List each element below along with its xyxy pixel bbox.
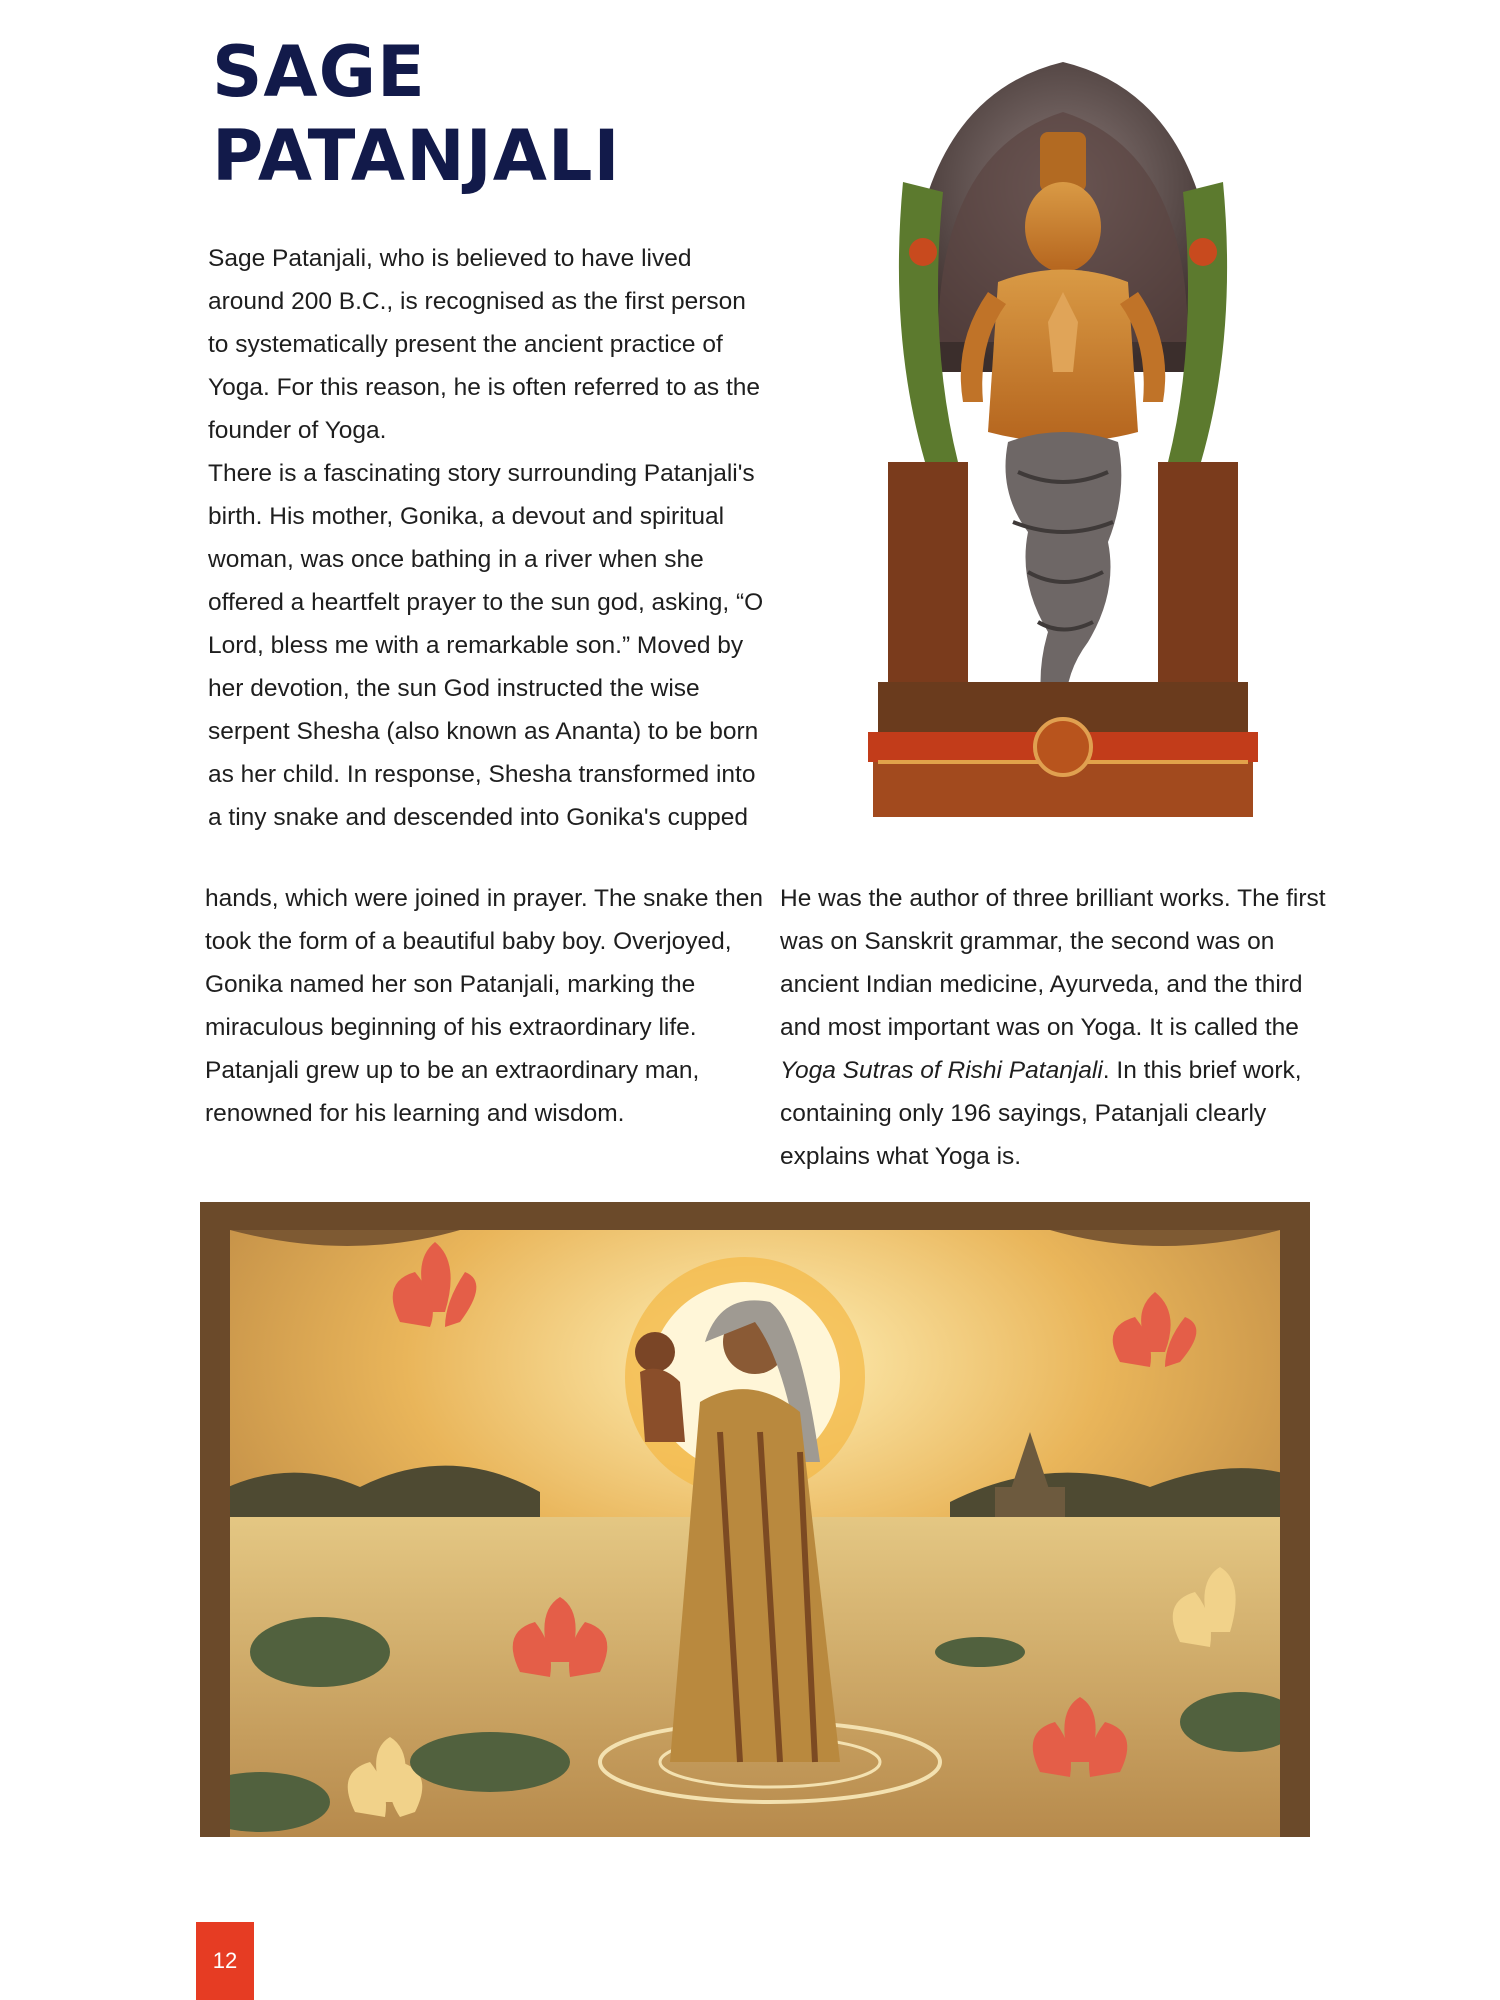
gonika-river-illustration [200,1202,1310,1837]
right-column [780,877,1340,1178]
left-column-upper [208,237,768,839]
paragraph-birth-story: There is a fascinating story surrounding Patanjali's birth. His mother, Gonika, a devout and spiritual woman, was once bathing in a river when she offered a heartfelt prayer to the sun god, asking, “O Lord, bless me with a remarkable son.” Moved by her devotion, the sun God instructed the wise serpent Shesha (also known as Ananta) to be born as her child. In response, Shesha transformed into a tiny snake and descended into Gonika's cupped [208,460,764,831]
page-number-badge: 12 [196,1922,254,2000]
patanjali-statue-image [868,42,1258,830]
paragraph-intro: Sage Patanjali, who is believed to have lived around 200 B.C., is recognised as the first person to systematically present the ancient practice of Yoga. For this reason, he is often referred to as the founder of Yoga. [208,245,761,444]
left-column-lower [205,877,765,1135]
yoga-sutras-title: Yoga Sutras of Rishi Patanjali [780,1057,1103,1084]
works-text-start: He was the author of three brilliant works. The first was on Sanskrit grammar, the second was on ancient Indian medicine, Ayurveda, and the third and most important was on Yoga. It is called the [780,885,1326,1041]
title-line-1: SAGE [212,31,426,113]
title-line-2: PATANJALI [212,115,621,197]
paragraph-growth: Patanjali grew up to be an extraordinary man, renowned for his learning and wisdom. [205,1057,700,1127]
works-text-end: . In this brief work, containing only 196 sayings, Patanjali clearly explains what Yoga is. [780,1057,1302,1170]
page-title [212,30,812,198]
paragraph-birth-story-cont: hands, which were joined in prayer. The snake then took the form of a beautiful baby boy. Overjoyed, Gonika named her son Patanjali, marking the miraculous beginning of his extraordinary life. [205,885,763,1041]
paragraph-works [780,877,1340,1178]
